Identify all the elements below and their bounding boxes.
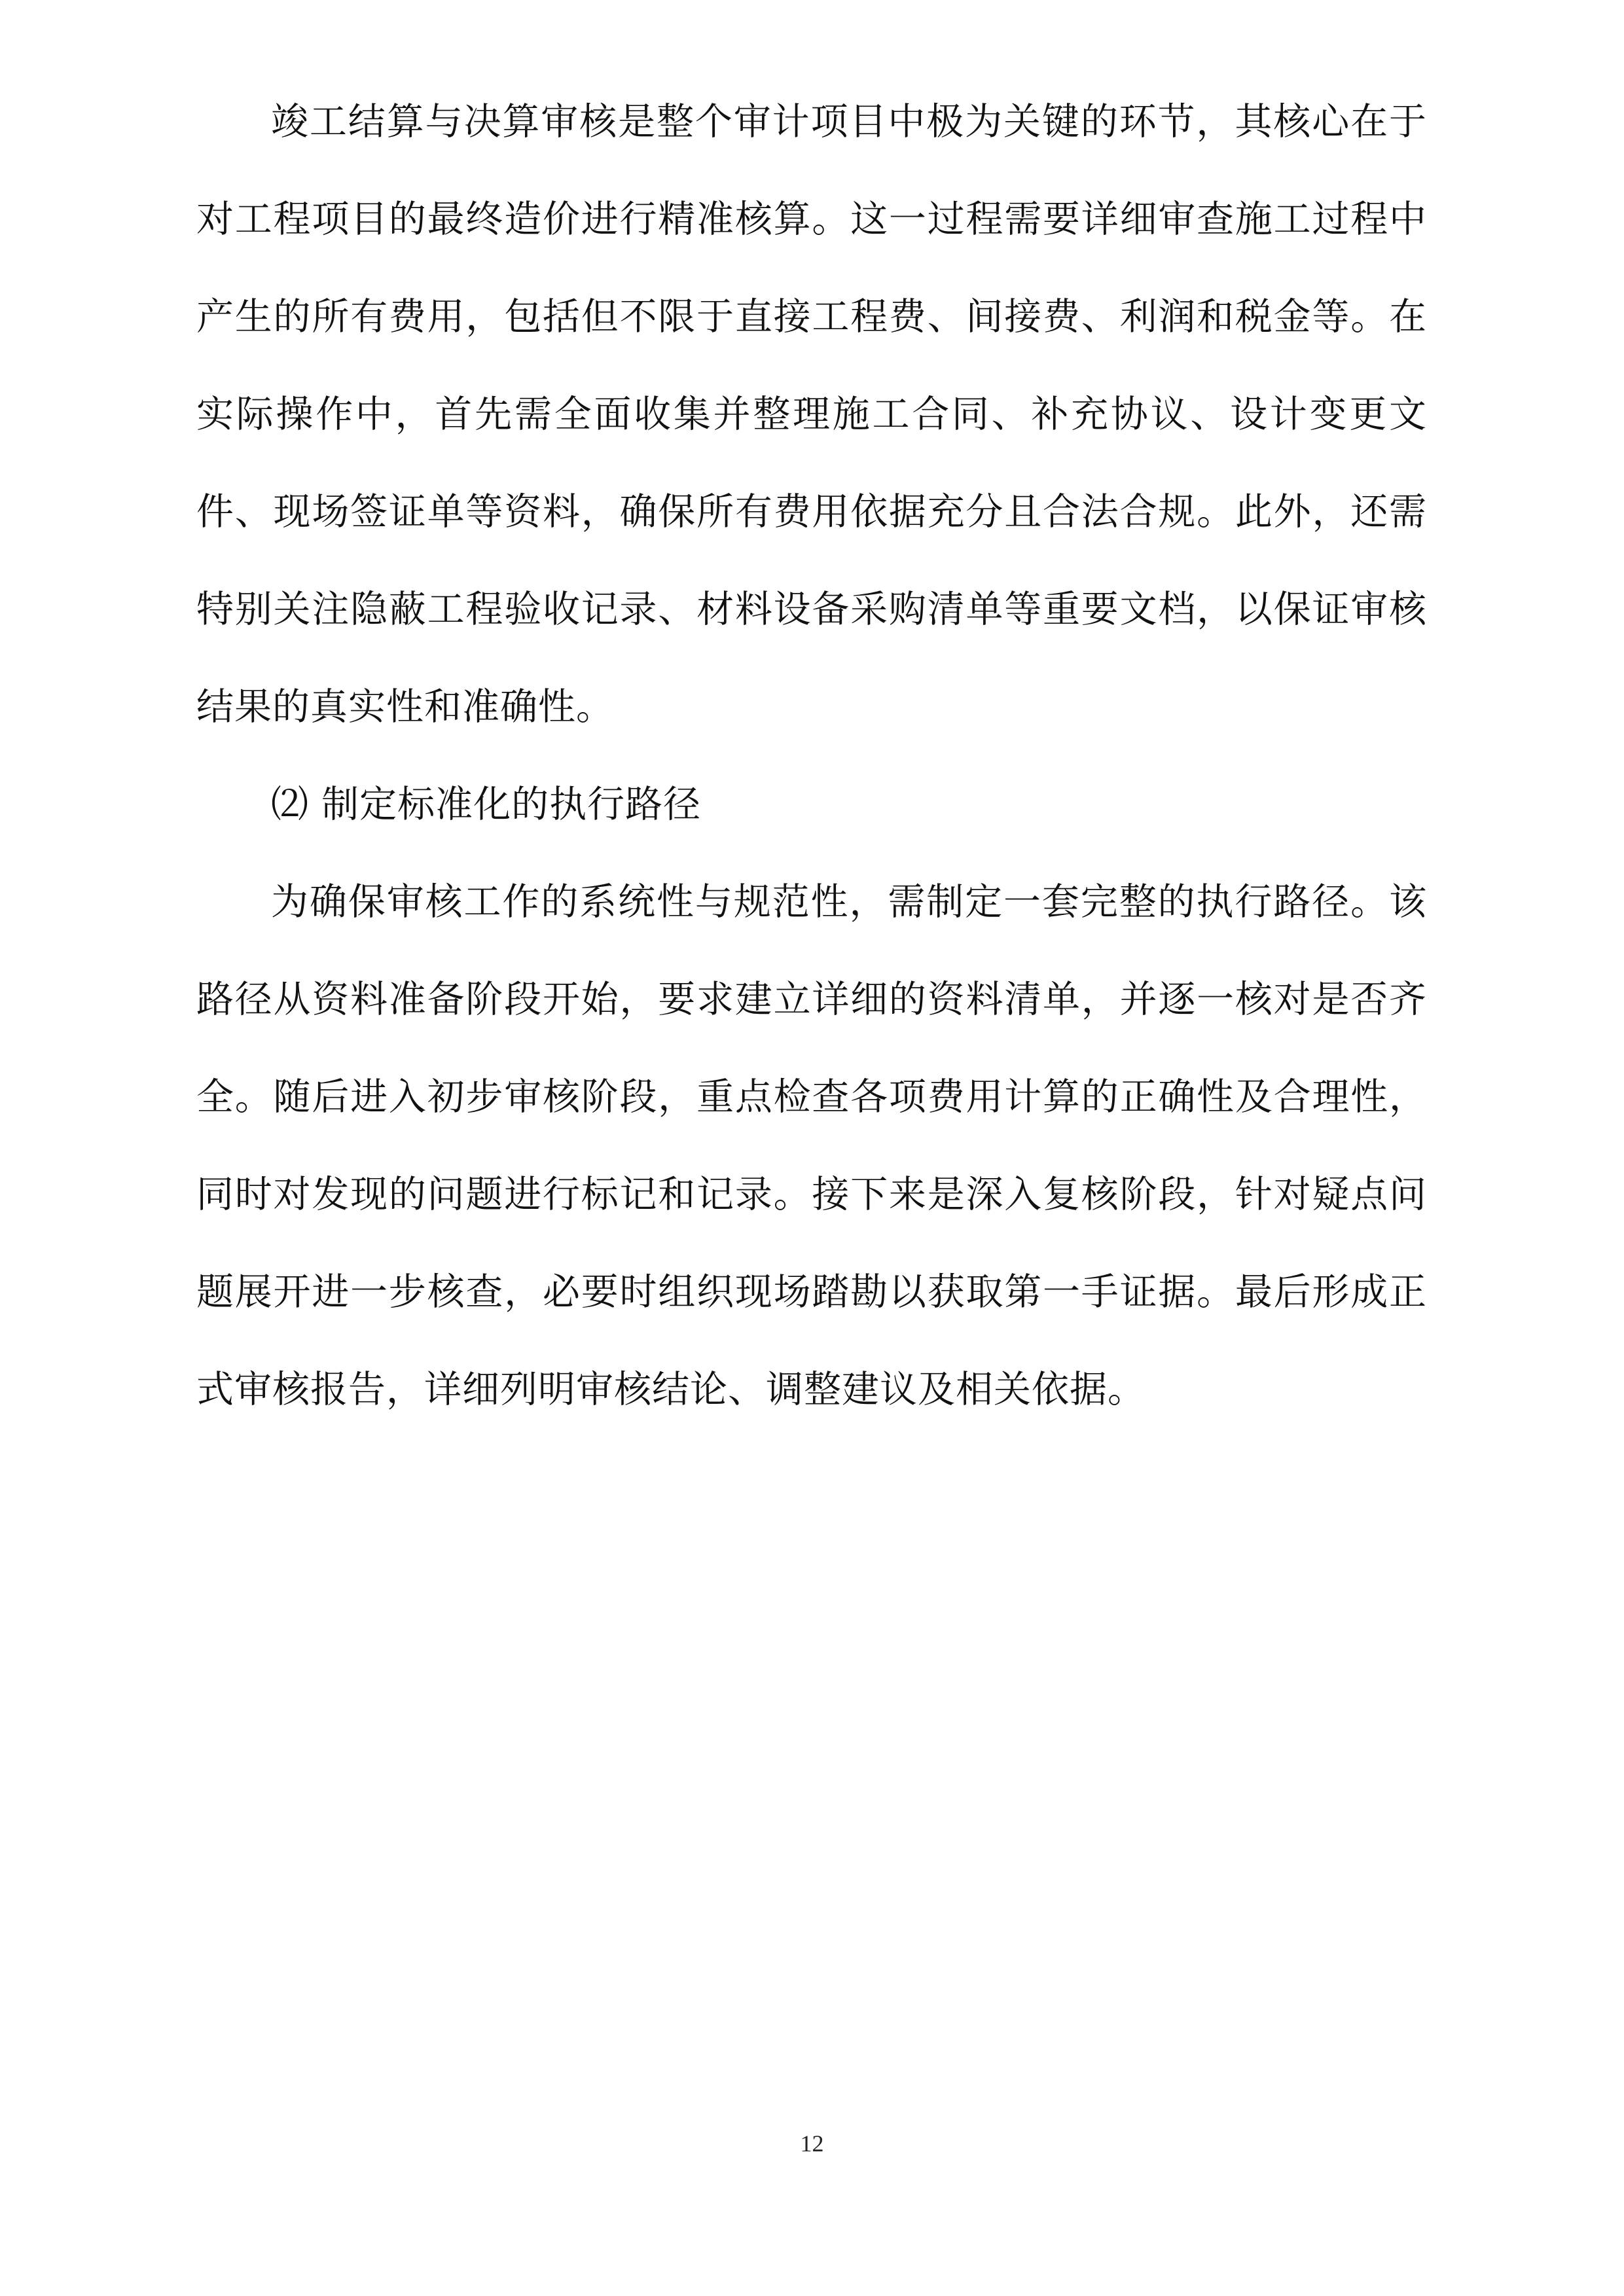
document-body [196,73,1427,1439]
page-number: 12 [800,2130,824,2157]
section-heading: ⑵ 制定标准化的执行路径 [271,783,702,826]
paragraph-settlement-audit: 竣工结算与决算审核是整个审计项目中极为关键的环节，其核心在于对工程项目的最终造价进行精准核算。这一过程需要详细审查施工过程中产生的所有费用，包括但不限于直接工程费、间接费、利润和税金等。在实际操作中，首先需全面收集并整理施工合同、补充协议、设计变更文件、现场签证单等资料，确保所有费用依据充分且合法合规。此外，还需特别关注隐蔽工程验收记录、材料设备采购清单等重要文档，以保证审核结果的真实性和准确性。 [196,100,1427,728]
paragraph-execution-path: 为确保审核工作的系统性与规范性，需制定一套完整的执行路径。该路径从资料准备阶段开始，要求建立详细的资料清单，并逐一核对是否齐全。随后进入初步审核阶段，重点检查各项费用计算的正确性及合理性，同时对发现的问题进行标记和记录。接下来是深入复核阶段，针对疑点问题展开进一步核查，必要时组织现场踏勘以获取第一手证据。最后形成正式审核报告，详细列明审核结论、调整建议及相关依据。 [196,880,1427,1411]
